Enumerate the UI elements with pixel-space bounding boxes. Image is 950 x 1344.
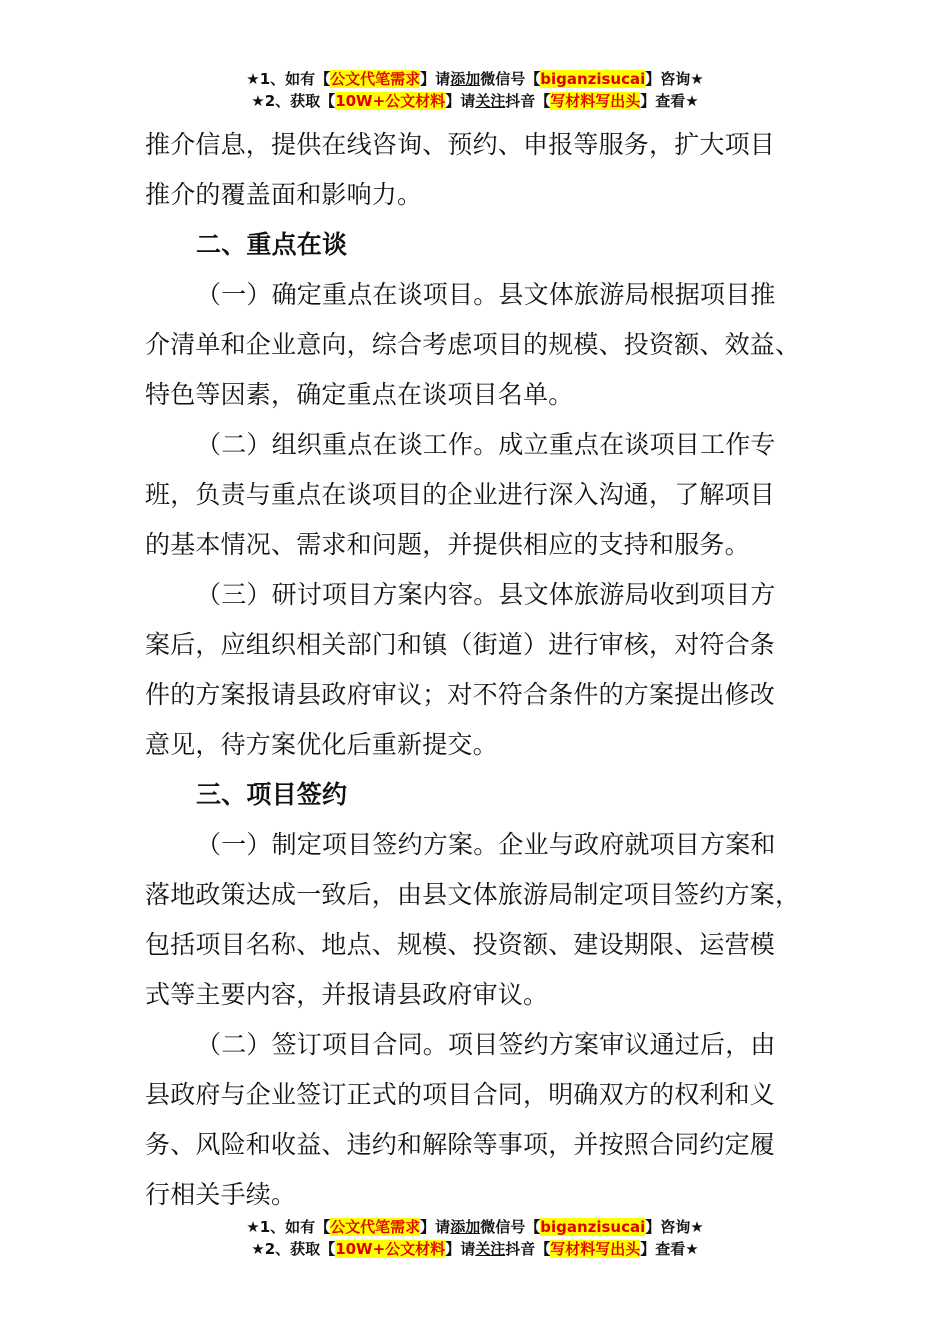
banner-text: 】请 <box>420 70 451 88</box>
banner-text: 微信号【 <box>480 1218 541 1236</box>
document-body <box>145 120 805 1220</box>
body-line: 式等主要内容，并报请县政府审议。 <box>145 980 549 1009</box>
section-heading: 三、项目签约 <box>196 780 348 809</box>
body-line: 介清单和企业意向，综合考虑项目的规模、投资额、效益、 <box>145 330 801 359</box>
banner-highlight: 公文代笔需求 <box>330 70 421 88</box>
body-line: 案后，应组织相关部门和镇（街道）进行审核，对符合条 <box>145 630 776 659</box>
banner-text: 】请 <box>445 1240 476 1258</box>
section-heading: 二、重点在谈 <box>196 230 348 259</box>
body-line: 意见，待方案优化后重新提交。 <box>145 730 498 759</box>
footer-banner <box>0 1216 950 1260</box>
banner-text: 抖音【 <box>505 92 551 110</box>
banner-emphasis: 关注 <box>475 92 506 110</box>
body-line: 特色等因素，确定重点在谈项目名单。 <box>145 380 574 409</box>
banner-highlight: 公文代笔需求 <box>330 1218 421 1236</box>
banner-text: ★1、如有【 <box>246 70 331 88</box>
banner-highlight: 写材料写出头 <box>550 1240 641 1258</box>
banner-text: 抖音【 <box>505 1240 551 1258</box>
body-line: 行相关手续。 <box>145 1180 297 1209</box>
banner-text: 】查看★ <box>640 92 699 110</box>
body-line: 的基本情况、需求和问题，并提供相应的支持和服务。 <box>145 530 750 559</box>
banner-line-1 <box>0 1216 950 1238</box>
body-line: 班，负责与重点在谈项目的企业进行深入沟通，了解项目 <box>145 480 776 509</box>
banner-emphasis: 添加 <box>450 70 481 88</box>
banner-text: ★2、获取【 <box>251 92 336 110</box>
banner-text: 】请 <box>445 92 476 110</box>
body-line: （二）组织重点在谈工作。成立重点在谈项目工作专 <box>196 430 776 459</box>
body-line: （一）确定重点在谈项目。县文体旅游局根据项目推 <box>196 280 776 309</box>
body-line: 件的方案报请县政府审议；对不符合条件的方案提出修改 <box>145 680 776 709</box>
banner-highlight: 写材料写出头 <box>550 92 641 110</box>
banner-highlight: 10W+公文材料 <box>335 92 446 110</box>
body-line: 推介信息，提供在线咨询、预约、申报等服务，扩大项目 <box>145 130 776 159</box>
body-line: 落地政策达成一致后，由县文体旅游局制定项目签约方案， <box>145 880 801 909</box>
body-line: （三）研讨项目方案内容。县文体旅游局收到项目方 <box>196 580 776 609</box>
banner-highlight: 10W+公文材料 <box>335 1240 446 1258</box>
body-line: 推介的覆盖面和影响力。 <box>145 180 423 209</box>
banner-text: 】请 <box>420 1218 451 1236</box>
banner-text: ★1、如有【 <box>246 1218 331 1236</box>
banner-highlight: biganzisucai <box>540 1218 646 1236</box>
banner-line-2 <box>0 90 950 112</box>
body-line: （二）签订项目合同。项目签约方案审议通过后，由 <box>196 1030 776 1059</box>
body-line: 县政府与企业签订正式的项目合同，明确双方的权利和义 <box>145 1080 776 1109</box>
header-banner <box>0 68 950 112</box>
banner-text: ★2、获取【 <box>251 1240 336 1258</box>
banner-text: 】咨询★ <box>645 1218 704 1236</box>
body-line: 包括项目名称、地点、规模、投资额、建设期限、运营模 <box>145 930 776 959</box>
banner-line-1 <box>0 68 950 90</box>
banner-highlight: biganzisucai <box>540 70 646 88</box>
banner-text: 】咨询★ <box>645 70 704 88</box>
body-line: 务、风险和收益、违约和解除等事项，并按照合同约定履 <box>145 1130 776 1159</box>
banner-line-2 <box>0 1238 950 1260</box>
banner-text: 微信号【 <box>480 70 541 88</box>
banner-emphasis: 添加 <box>450 1218 481 1236</box>
body-line: （一）制定项目签约方案。企业与政府就项目方案和 <box>196 830 776 859</box>
banner-text: 】查看★ <box>640 1240 699 1258</box>
banner-emphasis: 关注 <box>475 1240 506 1258</box>
